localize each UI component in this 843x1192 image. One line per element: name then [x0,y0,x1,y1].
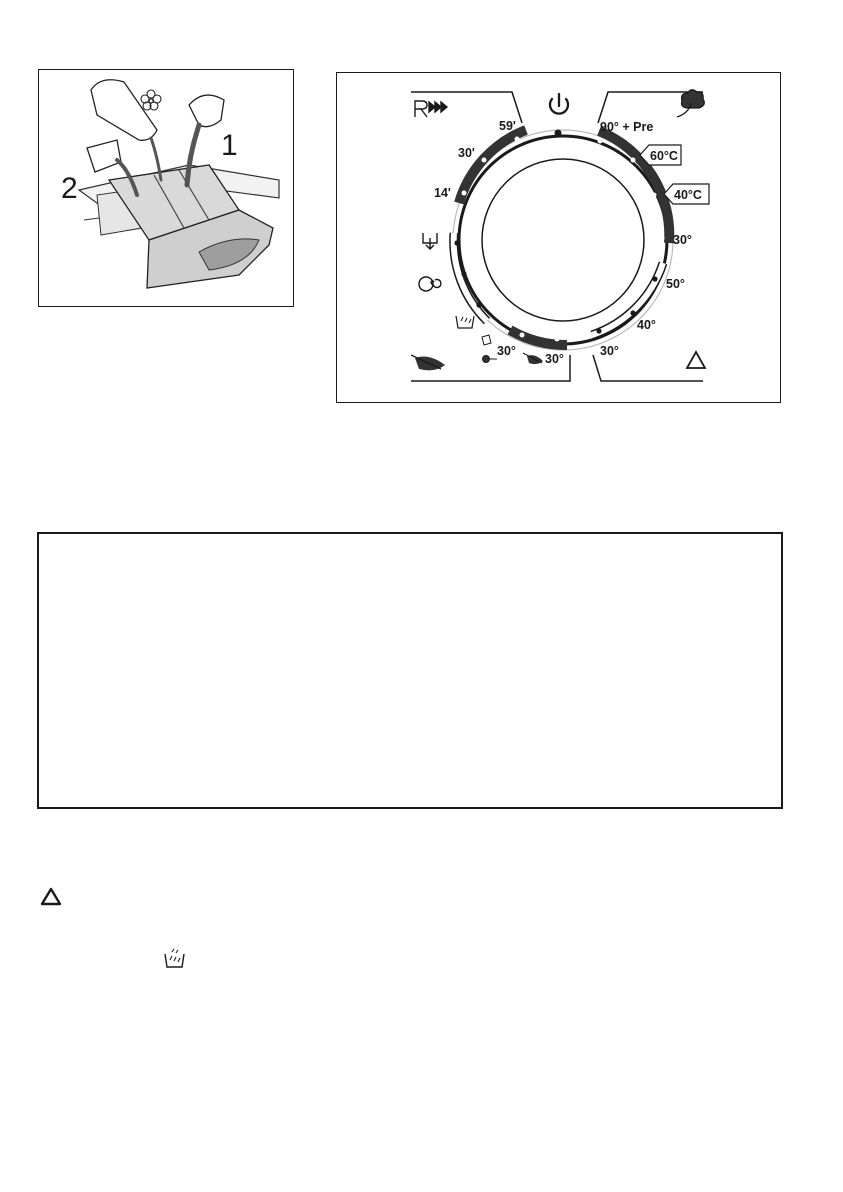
rinse-icon [162,947,186,969]
compartment-2-label: 2 [61,172,78,205]
flower-icon [141,90,161,110]
programme-dial-illustration [336,72,781,403]
rapid-wash-icon [415,101,447,117]
delicates-label-1: 30° [545,352,564,366]
rapid-label-0: 59' [499,119,516,133]
synthetics-triangle-icon [39,886,63,907]
small-feather-icon [523,353,543,364]
drawer-drawing [39,70,295,308]
bottle-1 [189,95,224,127]
power-icon [550,94,568,114]
rapid-label-1: 30' [458,146,475,160]
delicates-label-0: 30° [497,344,516,358]
cotton-label-1: 60°C [650,149,678,163]
feather-icon [411,355,445,370]
synthetics-triangle-icon [687,352,705,368]
cotton-label-3: 30° [673,233,692,247]
cotton-icon [677,90,704,117]
synthetics-label-1: 40° [637,318,656,332]
spin-icon [419,277,441,291]
drain-icon [423,233,437,249]
rapid-label-2: 14' [434,186,451,200]
blank-text-box [37,532,783,809]
dial-drawing [337,73,782,404]
synthetics-label-0: 50° [666,277,685,291]
detergent-drawer-illustration [38,69,294,307]
compartment-1-label: 1 [221,129,238,162]
wool-icon [482,335,497,363]
cotton-label-2: 40°C [674,188,702,202]
cotton-label-0: 90° + Pre [600,120,654,134]
rinse-icon [456,316,474,328]
power-indicator-dot [555,130,562,137]
dial-knob [482,159,644,321]
measuring-cup-2 [87,140,121,172]
synthetics-label-2: 30° [600,344,619,358]
